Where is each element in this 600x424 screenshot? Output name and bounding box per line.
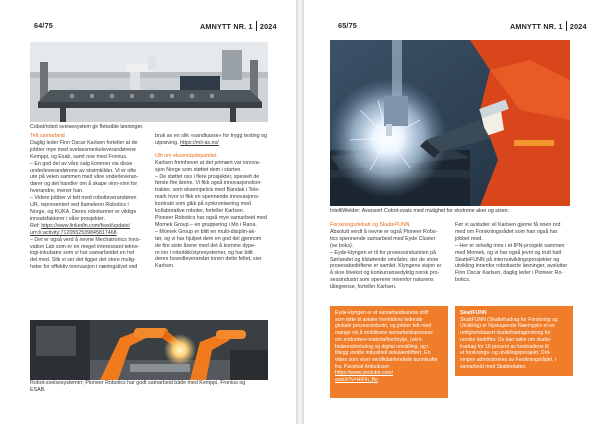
linkedin-link-cont[interactable]: urn:li:activity:7120552539845817468 [30,229,117,236]
paragraph: Daglig leder Finn Oscar Karlsen forteller at de jobber mye med sveisesmerkeleverandørene Kemppi, og Esab, samt noe med Fronius. – En god del av våre salg kommer via disse underleverandørene av strømkilder. Vi er ofte ute på veien sammen med våre underleveran- dører og det handler om å skape vinn-vinn for hverandre, mener han. – Videre jobber vi tett med robotleverandøren UR, representert ved Itameleon Robotics i Norge, og KUKA. Deres robotarmer er viktige innsatsfaktorer i våre prosjekter. Ref: https://www.linkedin.com/feed/update/ urn:li:activity:7120552539845817468 – Det er også verd å nevne Mechatronics Inno- vation Lab som er en meget interessant tekno- logi-inkubator som vi har samarbeidet en hel del med. Slik vi ser det ligger det store mulig- heter for effektiv innovasjon i næringslivet ved [30,139,141,271]
photo-caption-bottom: Robot-sveisesystemer; Pioneer Robotics har godt samarbeid både med Kemppi, Fronius og ESAB. [30,380,246,393]
section-heading-forskning: Forskningsdebatt og SkattePUNN [330,222,410,228]
youtube-link-cont[interactable]: watch?v=HiFIn_Bo [335,377,378,384]
eyde-cluster-box: Eyde-klyngen er et samarbeidsarena drift som tette til avtaler fremtidens ledende globale prosessindustri, og jobber tett med mange vis å mobilisere samarbeidsprosess om endurdere-materialfverbrylje, (ekm- beløresdveturing og digital omstilling, og i tillegg utvikle industriell sirkulærdrifter). En video som viser verdikdatriendede kunnkrafte fra: Pacelsat Anbuduser: https://www.youtube.com/ watch?v=HiFIn_Bo [330,306,448,398]
page-number: 65/75 [338,21,357,30]
page-number: 64/75 [34,21,53,30]
page-gutter [296,0,304,424]
magazine-name: AMNYTT NR. 1 [510,22,563,31]
linkedin-link[interactable]: https://www.linkedin.com/feed/update/ [41,222,131,229]
photo-caption-top: Cobot/robot sveisesystem gir fleksible løsninger. [30,124,144,130]
magazine-year: 2024 [259,22,277,31]
photo-caption-intelliwelder: IntelliWelder: Avansert Cobot-svais med mulighet for ekstrene aker og sisen. [330,208,510,214]
robot-welding-photo [30,320,268,380]
page-header [200,21,277,31]
section-heading-2: Ulti om eksemdpdepatetet [155,152,217,159]
section-heading-tett-samarbeid: Tett samarbeid [30,133,65,139]
header-divider [256,21,257,31]
text-column-2 [455,222,575,284]
box-heading: SkattFUNN [460,310,487,316]
magazine-name: AMNYTT NR. 1 [200,22,253,31]
text-column-1 [30,133,148,271]
magazine-year: 2024 [569,22,587,31]
intelliwelder-photo [330,40,570,206]
header-divider [566,21,567,31]
right-page [304,0,600,424]
text-column-1 [330,222,448,291]
skattefunn-box: SkattFUNN SkattFUNN (Skattefradrag for Forskning og Utvikling) er Nyskapende Næringsliv et en rettighetsbasert skattefradragordning for norske bedrifter. Du kan søke om skatte- fradrag for 19 prosent av kostnadene til et forsknings- og utviklingsprosjekt. Ord- ningen administreres av Forskningsrådet, i samarbeid med Skatteetaten. [455,306,573,376]
youtube-link[interactable]: https://www.youtube.com/ [335,370,394,377]
paragraph: Absolutt verdt å nevne er også Pioneer Robo- tics spennende samarbeid med Eyde Cluster (se boks). – Eyde-klyngen er til for prosessindustrien på Sørlandet og tilstøtende områder, der de store prosessbedriftene er samlet. Klyngens visjon er å skre tilvekst og konkurransedyktig norsk pro- sessindustri som opererer innenfor naturens tålegrense, forteller Karlsen. [330,228,442,291]
page-header [510,21,587,31]
left-page [0,0,296,424]
mil-link[interactable]: https://mil-as.no/ [180,139,219,146]
text-column-2 [155,133,273,270]
cobot-workstation-photo [30,42,268,122]
paragraph: Før vi avslutter vil Karlsen gjerne få noen ord med om Forskningsrådet som han også har jobbet med. – Her er virkelig inne i et IPN-prosjekt sammen med Momek, og vi har også jevnt og trutt hatt SkatteFUNN på internutviklingsprosjekter og utvikling innenfor robotiserte løsninger, avslutter Finn Oscar Karlsen, daglig leder i Pioneer Ro- botics. [455,222,568,284]
paragraph: bruk av en slik «sandkasse» for trygg testing og utprøving. https://mil-as.no/ [155,133,267,146]
paragraph: Karlsen fremhever at det primært var innova- sjon Norge som støttet dem i starten. – De støttet oss i flere prosjekter, spesielt de første fire årene. Vi fikk også innovasjonskon- trakter, som eksempelvis med Bandak i Tele- mark hvor vi fikk en spennende innovasjons- kontrakt som gikk på synkronisering med kollaborative roboter, forteller Karlsen. Pioneer Robotics har også mye samarbeid med Momek Group – en gruppering i Mo i Rana. – Momek Group er blitt en multi-disiplin-ak- tør, og vi har hjulpet dem en god del gjennom de fire siste årene med det å komme dype- re inn i robotikk/styresystemer, og har blitt deres hovedleverandør innen dette feltet, sier Karlsen. [155,159,267,270]
